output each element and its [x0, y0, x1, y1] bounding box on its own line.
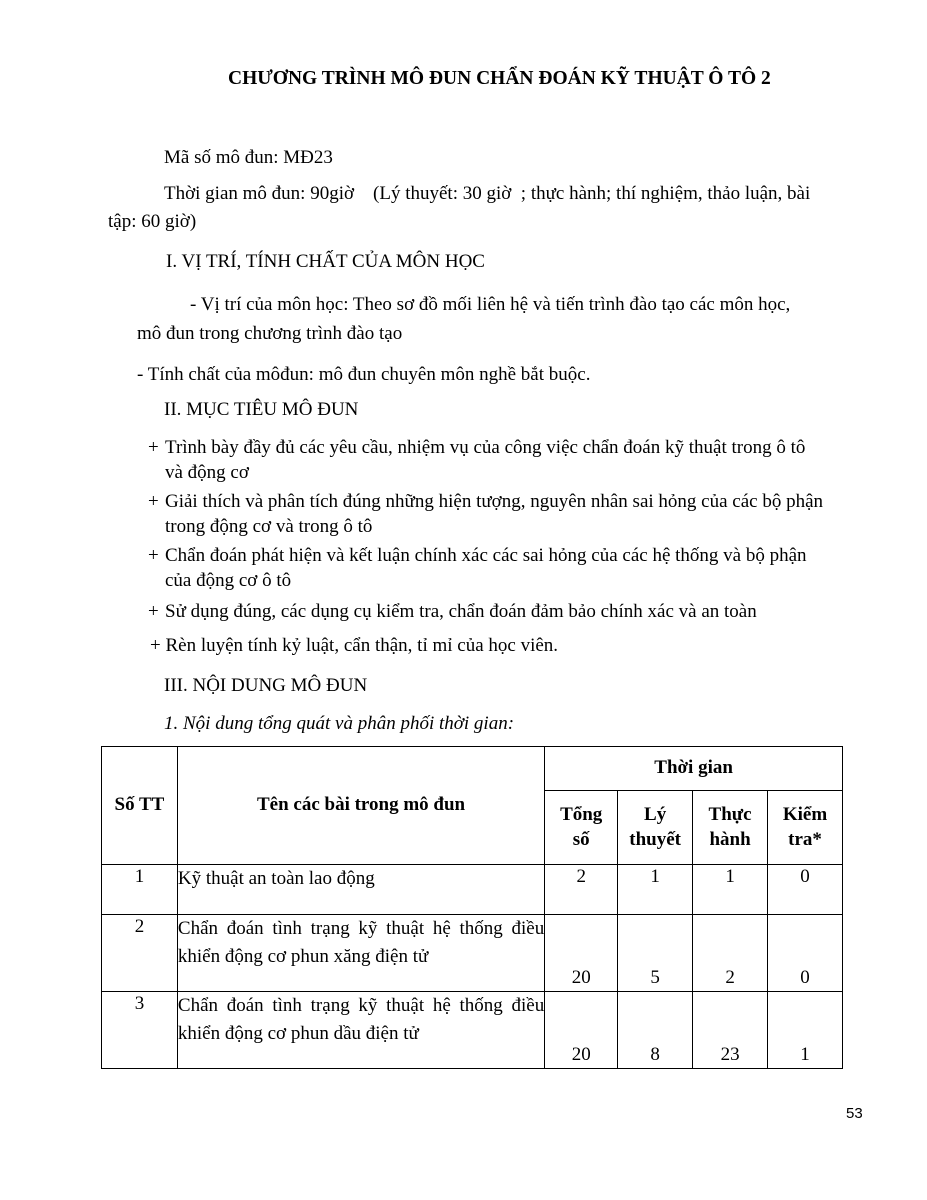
objective-item — [148, 600, 868, 625]
header-theory: Lý thuyết — [618, 791, 693, 865]
cell-lesson-name: Chẩn đoán tình trạng kỹ thuật hệ thống điều khiển động cơ phun xăng điện tử — [177, 915, 544, 992]
cell-total: 20 — [545, 915, 618, 992]
time-allocation-table — [101, 746, 843, 1069]
cell-test: 0 — [768, 865, 843, 915]
objective-line1: Giải thích và phân tích đúng những hiện tượng, nguyên nhân sai hỏng của các bộ phận — [165, 491, 824, 512]
bullet-plus: + — [148, 491, 159, 512]
header-lesson-name: Tên các bài trong mô đun — [177, 747, 544, 865]
cell-total: 2 — [545, 865, 618, 915]
cell-stt: 1 — [102, 865, 178, 915]
header-test: Kiểm tra* — [768, 791, 843, 865]
cell-practice: 23 — [693, 992, 768, 1069]
cell-practice: 2 — [693, 915, 768, 992]
header-practice: Thực hành — [693, 791, 768, 865]
document-title: CHƯƠNG TRÌNH MÔ ĐUN CHẨN ĐOÁN KỸ THUẬT Ô TÔ 2 — [228, 68, 771, 89]
objective-line1: Trình bày đầy đủ các yêu cầu, nhiệm vụ của công việc chẩn đoán kỹ thuật trong ô tô — [165, 437, 806, 458]
section-3-subheading: 1. Nội dung tổng quát và phân phối thời gian: — [164, 713, 515, 734]
objective-line2: của động cơ ô tô — [165, 569, 292, 591]
cell-test: 0 — [768, 915, 843, 992]
bullet-plus: + — [148, 545, 159, 566]
cell-theory: 8 — [618, 992, 693, 1069]
objective-line1: Sử dụng đúng, các dụng cụ kiểm tra, chẩn đoán đảm bảo chính xác và an toàn — [165, 601, 757, 622]
cell-stt: 2 — [102, 915, 178, 992]
cell-practice: 1 — [693, 865, 768, 915]
module-duration-line2: tập: 60 giờ) — [108, 211, 197, 232]
cell-lesson-name: Kỹ thuật an toàn lao động — [177, 865, 544, 915]
module-code: Mã số mô đun: MĐ23 — [164, 147, 333, 168]
section-2-heading: II. MỤC TIÊU MÔ ĐUN — [164, 399, 359, 420]
objective-item — [148, 490, 868, 539]
table-row — [102, 865, 843, 915]
position-line1: - Vị trí của môn học: Theo sơ đồ mối liên hệ và tiến trình đào tạo các môn học, — [190, 294, 791, 315]
bullet-plus: + — [148, 437, 159, 458]
objective-line2: trong động cơ và trong ô tô — [165, 515, 373, 537]
table-row — [102, 915, 843, 992]
objective-line1: Chẩn đoán phát hiện và kết luận chính xác các sai hỏng của các hệ thống và bộ phận — [165, 545, 807, 566]
page-number: 53 — [846, 1105, 863, 1122]
objective-discipline: + Rèn luyện tính kỷ luật, cẩn thận, tỉ mỉ của học viên. — [150, 635, 559, 656]
section-3-heading: III. NỘI DUNG MÔ ĐUN — [164, 675, 368, 696]
cell-lesson-name: Chẩn đoán tình trạng kỹ thuật hệ thống điều khiển động cơ phun dầu điện tử — [177, 992, 544, 1069]
module-nature: - Tính chất của môđun: mô đun chuyên môn nghề bắt buộc. — [137, 364, 591, 385]
module-duration-line1: Thời gian mô đun: 90giờ (Lý thuyết: 30 giờ ; thực hành; thí nghiệm, thảo luận, bài — [164, 183, 811, 204]
objective-item — [148, 436, 868, 485]
position-line2: mô đun trong chương trình đào tạo — [137, 323, 403, 344]
header-total: Tổng số — [545, 791, 618, 865]
cell-total: 20 — [545, 992, 618, 1069]
cell-stt: 3 — [102, 992, 178, 1069]
cell-theory: 1 — [618, 865, 693, 915]
header-stt: Số TT — [102, 747, 178, 865]
table-row — [102, 992, 843, 1069]
cell-test: 1 — [768, 992, 843, 1069]
objective-item — [148, 544, 868, 593]
cell-theory: 5 — [618, 915, 693, 992]
bullet-plus: + — [148, 601, 159, 622]
header-time: Thời gian — [545, 747, 843, 791]
section-1-heading: I. VỊ TRÍ, TÍNH CHẤT CỦA MÔN HỌC — [166, 251, 485, 272]
objective-line2: và động cơ — [165, 461, 249, 483]
